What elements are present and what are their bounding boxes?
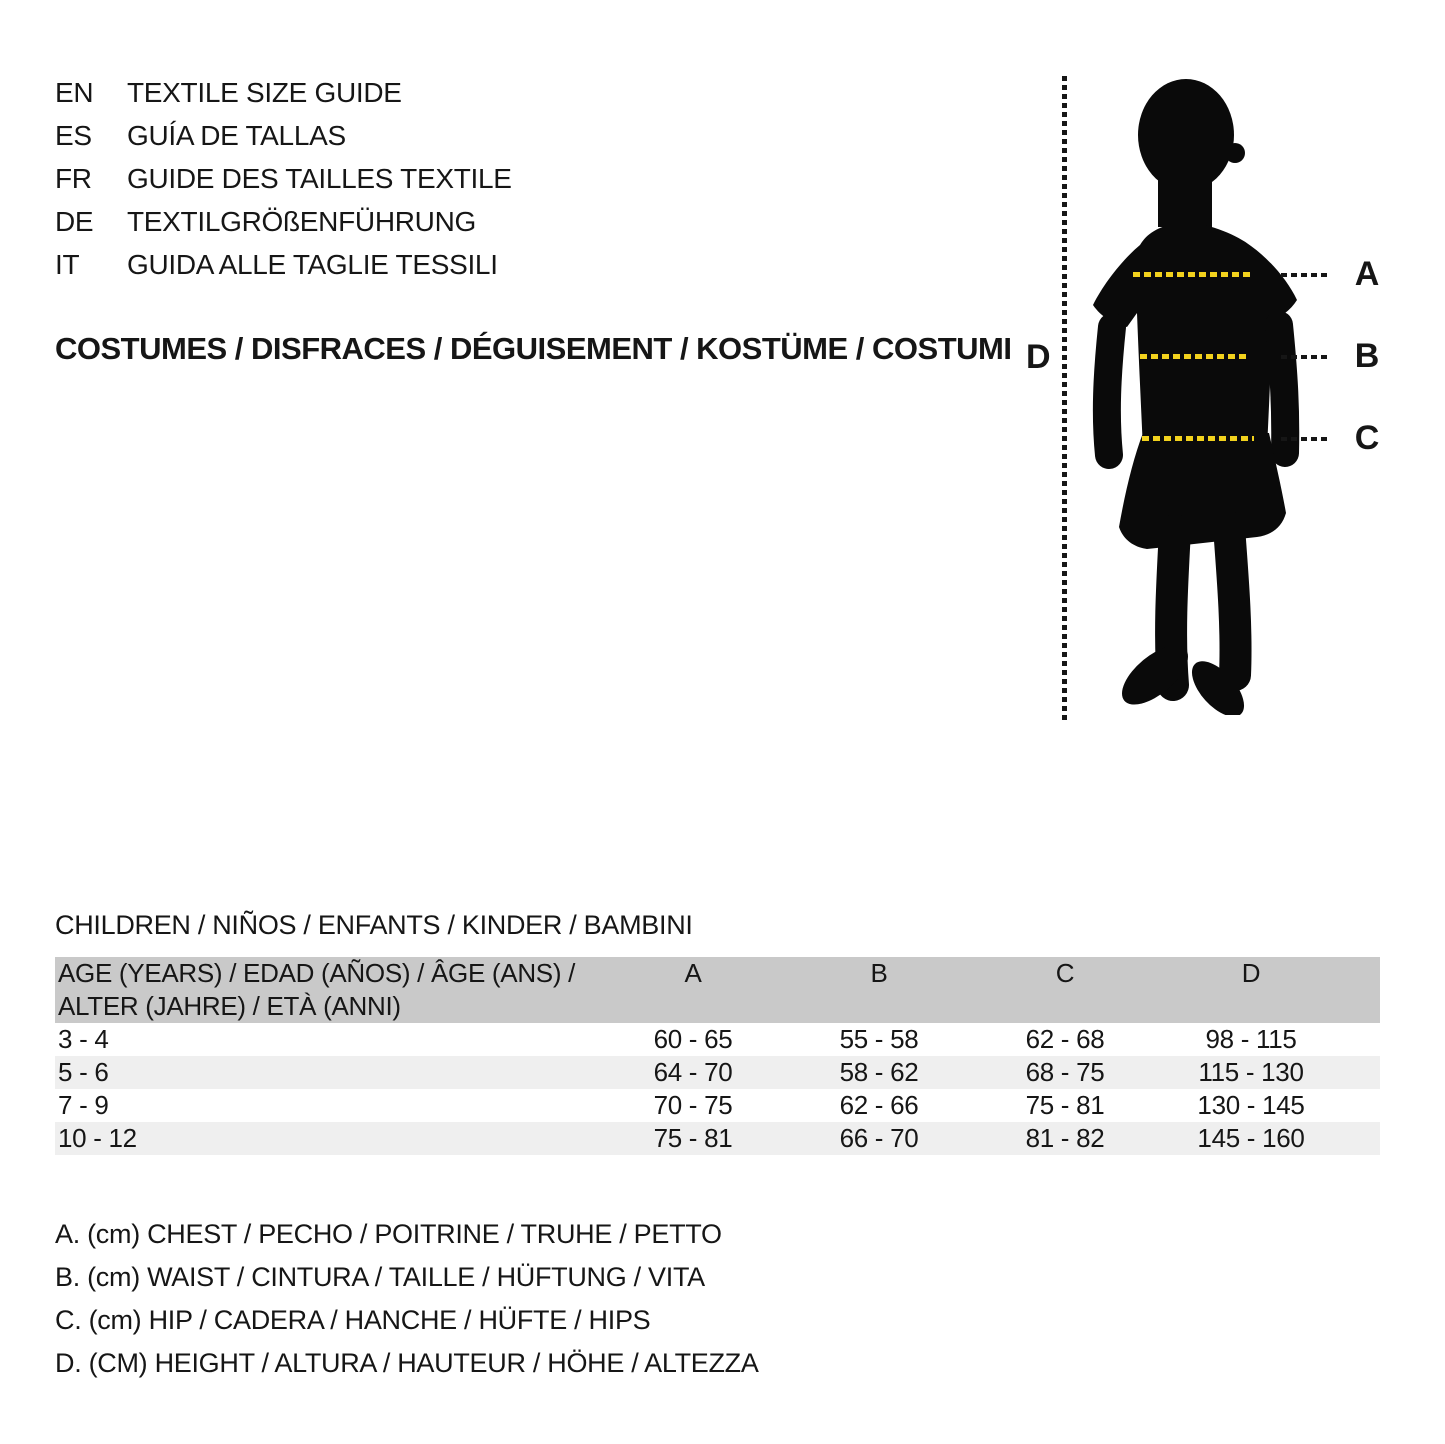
children-size-table: [55, 957, 1380, 1155]
language-code: DE: [55, 205, 94, 237]
hip-connector-line: [1281, 437, 1331, 441]
language-code: IT: [55, 248, 80, 280]
age-header-line2: ALTER (JAHRE) / ETÀ (ANNI): [58, 991, 401, 1021]
waist-measure-line: [1140, 354, 1248, 359]
measure-column-header: C: [1055, 958, 1075, 988]
silhouette-head: [1138, 79, 1234, 191]
table-row: [55, 1023, 1380, 1056]
category-title: COSTUMES / DISFRACES / DÉGUISEMENT / KOSTÜME / COSTUMI: [55, 331, 1012, 366]
measure-column-header: D: [1241, 958, 1261, 988]
language-row: [55, 200, 512, 243]
chest-connector-line: [1281, 273, 1331, 277]
language-code: FR: [55, 162, 92, 194]
silhouette-shorts: [1119, 433, 1286, 549]
language-row: [55, 157, 512, 200]
chest-cell: 70 - 75: [653, 1090, 733, 1120]
language-code: EN: [55, 76, 94, 108]
hip-cell: 75 - 81: [1025, 1090, 1105, 1120]
language-row: [55, 71, 512, 114]
measure-column-header: B: [870, 958, 888, 988]
waist-cell: 66 - 70: [839, 1123, 919, 1153]
hip-cell: 62 - 68: [1025, 1024, 1105, 1054]
hip-cell: 68 - 75: [1025, 1057, 1105, 1087]
chest-measure-line: [1133, 272, 1253, 277]
silhouette-left-arm: [1107, 327, 1112, 455]
measure-legend-line: C. (cm) HIP / CADERA / HANCHE / HÜFTE / HIPS: [55, 1305, 651, 1335]
table-row: [55, 1089, 1380, 1122]
age-cell: 5 - 6: [58, 1057, 109, 1087]
language-guide-title: GUIDE DES TAILLES TEXTILE: [127, 162, 512, 194]
language-row: [55, 114, 512, 157]
language-guide-title: TEXTILGRÖßENFÜHRUNG: [127, 205, 476, 237]
waist-cell: 55 - 58: [839, 1024, 919, 1054]
measure-label-d: D: [1026, 338, 1051, 376]
silhouette-ear: [1225, 143, 1245, 163]
chest-cell: 75 - 81: [653, 1123, 733, 1153]
language-title-list: [55, 71, 512, 286]
waist-cell: 58 - 62: [839, 1057, 919, 1087]
measurement-figure: [1020, 60, 1400, 740]
language-guide-title: GUÍA DE TALLAS: [127, 119, 346, 151]
table-body: [55, 1023, 1380, 1155]
waist-connector-line: [1281, 355, 1331, 359]
age-cell: 7 - 9: [58, 1090, 109, 1120]
height-cell: 115 - 130: [1198, 1057, 1304, 1087]
age-column-header: [55, 957, 600, 1023]
table-section-title: CHILDREN / NIÑOS / ENFANTS / KINDER / BAMBINI: [55, 910, 693, 940]
language-guide-title: GUIDA ALLE TAGLIE TESSILI: [127, 248, 498, 280]
chest-cell: 64 - 70: [653, 1057, 733, 1087]
age-cell: 3 - 4: [58, 1024, 109, 1054]
chest-cell: 60 - 65: [653, 1024, 733, 1054]
height-cell: 98 - 115: [1205, 1024, 1297, 1054]
hip-measure-line: [1142, 436, 1254, 441]
measure-label-c: C: [1354, 419, 1380, 457]
measure-column-header: A: [684, 958, 702, 988]
table-header-row: [55, 957, 1380, 1023]
table-row: [55, 1122, 1380, 1155]
language-row: [55, 243, 512, 286]
measure-label-b: B: [1354, 337, 1380, 375]
measure-legend-line: A. (cm) CHEST / PECHO / POITRINE / TRUHE / PETTO: [55, 1219, 722, 1249]
height-cell: 145 - 160: [1197, 1123, 1305, 1153]
silhouette-right-arm: [1279, 325, 1285, 453]
silhouette-neck: [1158, 177, 1212, 227]
measure-legend-line: D. (CM) HEIGHT / ALTURA / HAUTEUR / HÖHE / ALTEZZA: [55, 1348, 759, 1378]
silhouette-right-leg: [1229, 527, 1236, 675]
age-header-line1: AGE (YEARS) / EDAD (AÑOS) / ÂGE (ANS) /: [58, 958, 576, 988]
measure-legend: [55, 1213, 759, 1385]
waist-cell: 62 - 66: [839, 1090, 919, 1120]
measure-label-a: A: [1354, 255, 1380, 293]
height-measure-dotted-line: [1062, 76, 1067, 720]
language-guide-title: TEXTILE SIZE GUIDE: [127, 76, 402, 108]
table-row: [55, 1056, 1380, 1089]
measure-legend-line: B. (cm) WAIST / CINTURA / TAILLE / HÜFTUNG / VITA: [55, 1262, 705, 1292]
age-cell: 10 - 12: [58, 1123, 137, 1153]
child-silhouette: [1085, 65, 1335, 715]
height-cell: 130 - 145: [1197, 1090, 1305, 1120]
hip-cell: 81 - 82: [1025, 1123, 1105, 1153]
language-code: ES: [55, 119, 92, 151]
